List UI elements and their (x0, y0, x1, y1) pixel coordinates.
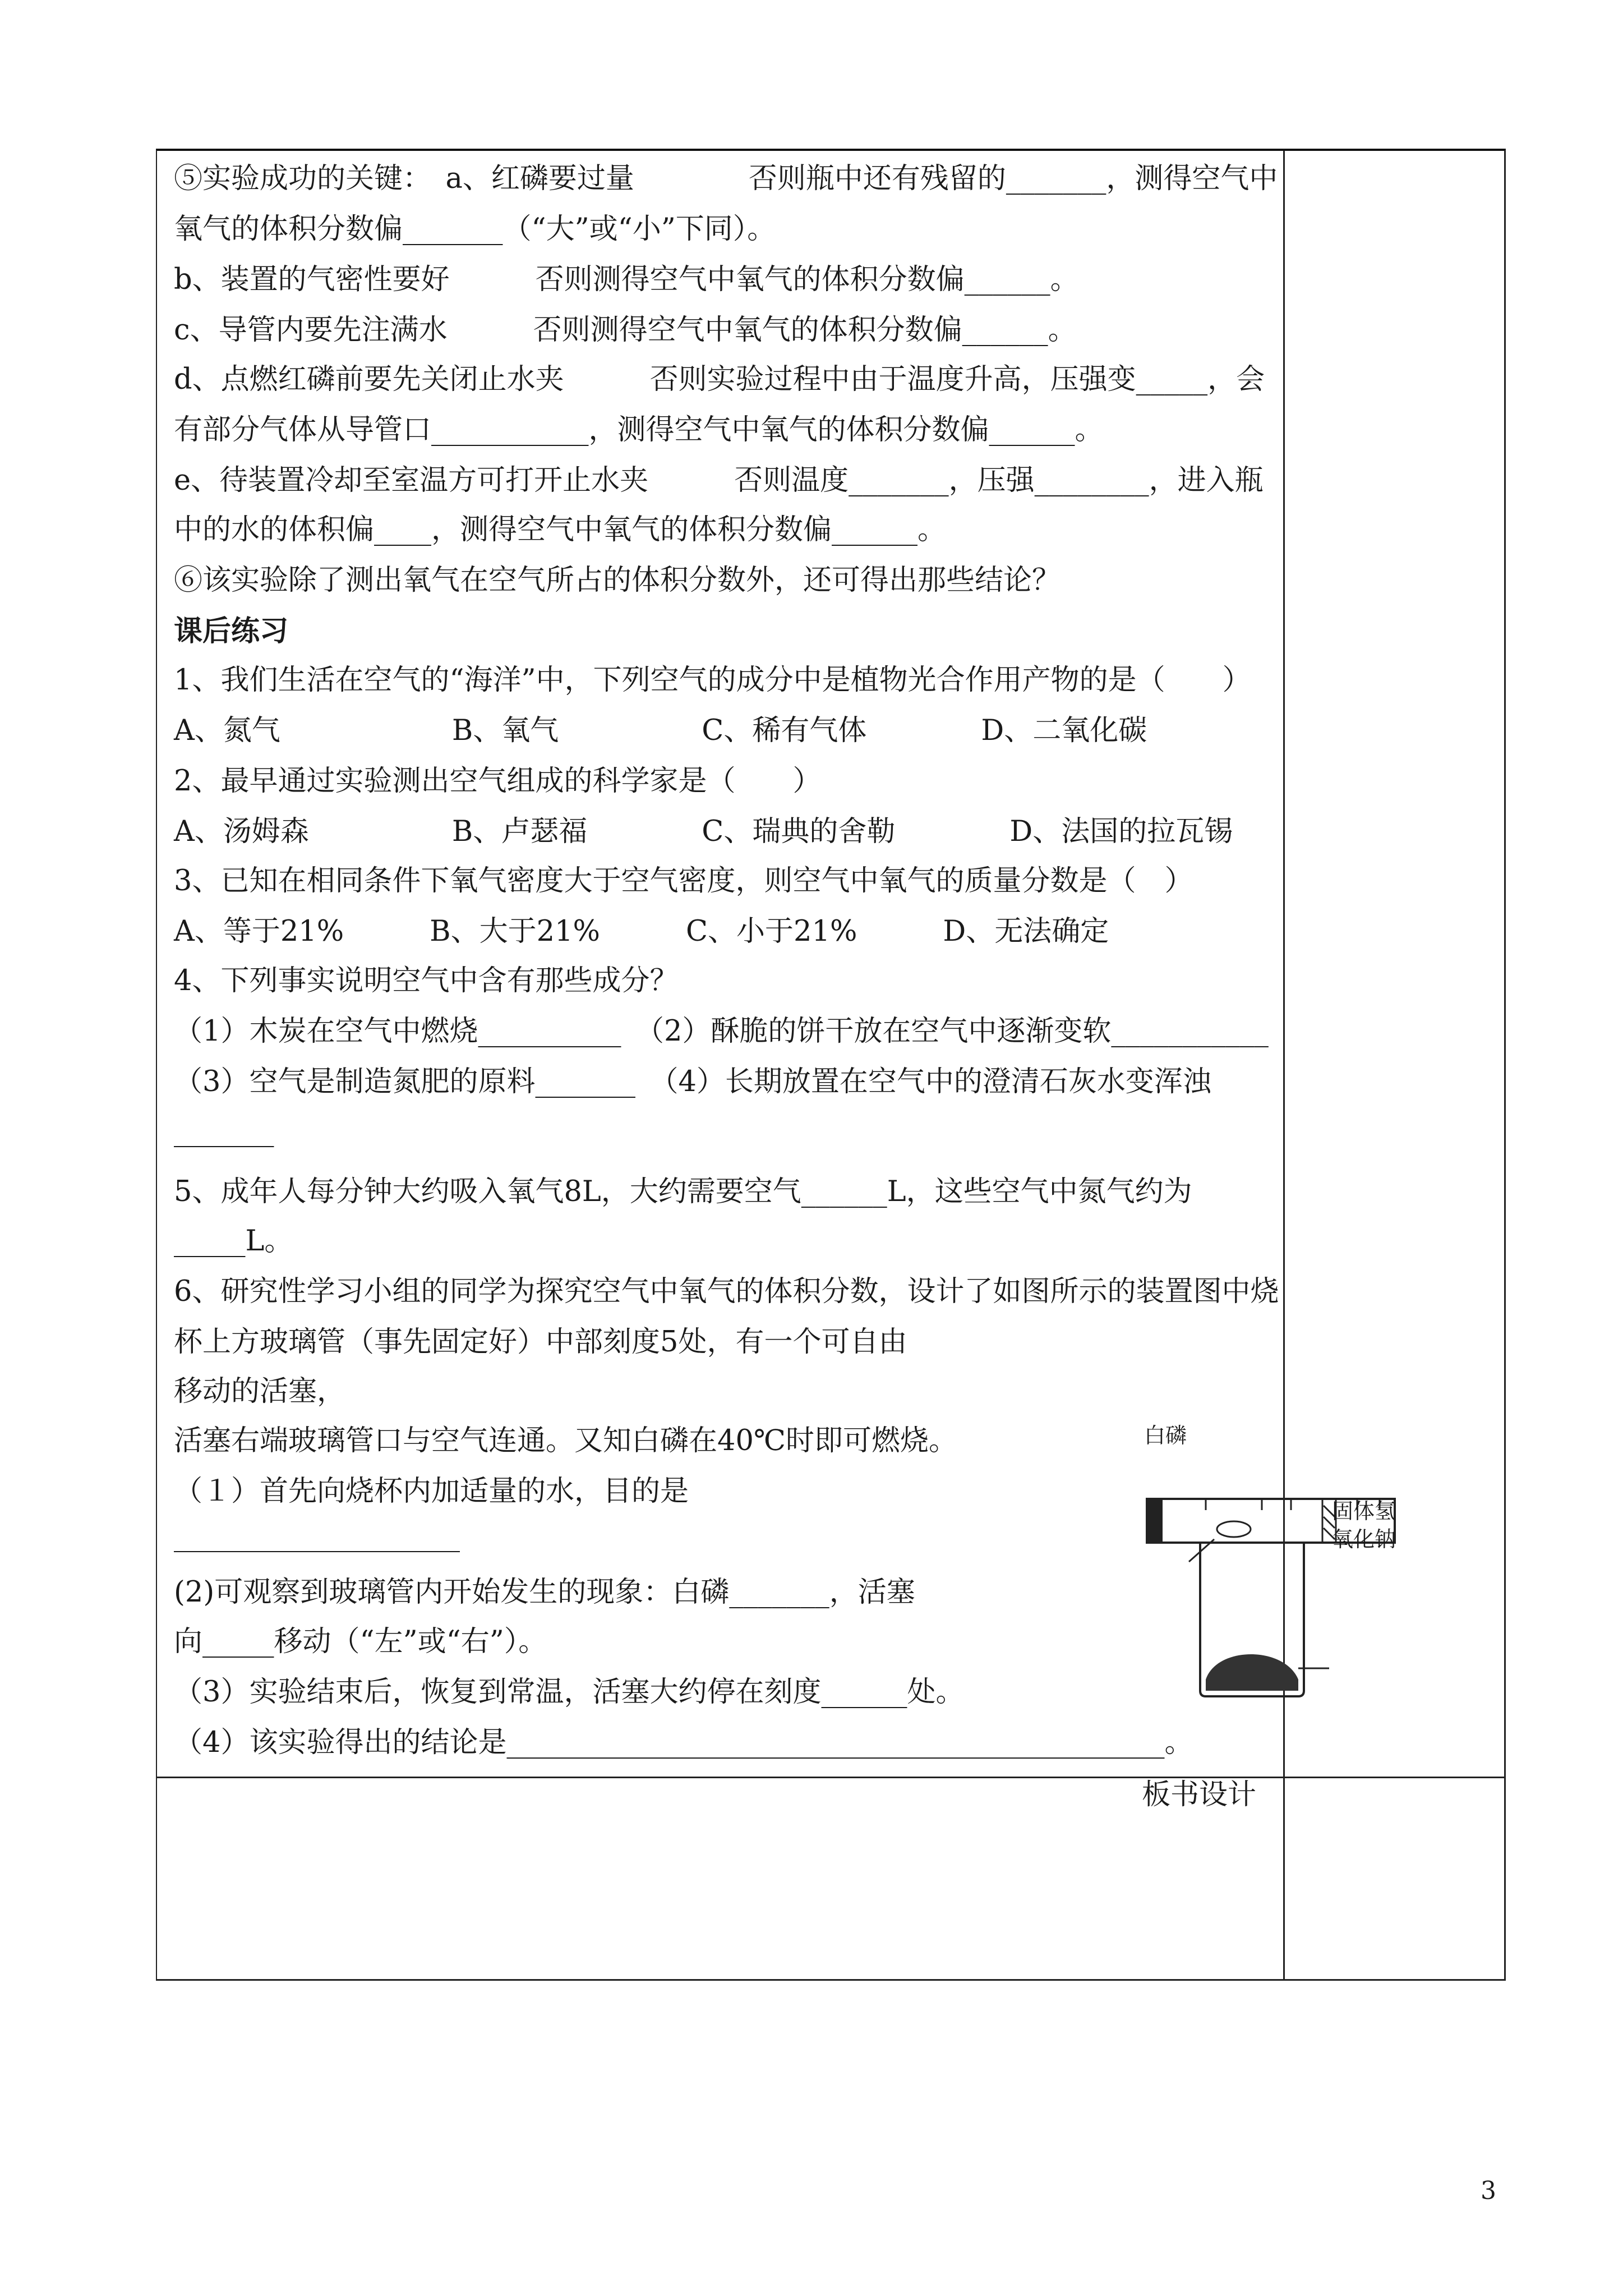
text-line: e、待装置冷却至室温方可打开止水夹 否则温度_______，压强________，进入瓶 (174, 464, 1264, 497)
question-4: 4、下列事实说明空气中含有那些成分？ (174, 964, 679, 997)
question-5-cont: _____L。 (174, 1225, 293, 1258)
text-line: 有部分气体从导管口___________，测得空气中氧气的体积分数偏______。 (174, 413, 1104, 447)
question-1-options: A、氮气 B、氧气 C、稀有气体 D、二氧化碳 (174, 714, 1147, 747)
text-line: c、导管内要先注满水 否则测得空气中氧气的体积分数偏______。 (174, 314, 1077, 347)
question-3: 3、已知在相同条件下氧气密度大于空气密度，则空气中氧气的质量分数是（ ） (174, 864, 1193, 898)
label-solid-2: 氧化钠 (1332, 1527, 1396, 1552)
question-1: 1、我们生活在空气的“海洋”中，下列空气的成分中是植物光合作用产物的是（ ） (174, 664, 1251, 697)
text-line: b、装置的气密性要好 否则测得空气中氧气的体积分数偏______。 (174, 263, 1079, 296)
question-2-options: A、汤姆森 B、卢瑟福 C、瑞典的舍勒 D、法国的拉瓦锡 (174, 815, 1233, 848)
page-number: 3 (1481, 2177, 1496, 2205)
text-line: 中的水的体积偏____，测得空气中氧气的体积分数偏______。 (174, 513, 947, 546)
question-6-part-2: (2)可观察到玻璃管内开始发生的现象：白磷_______，活塞 (174, 1576, 915, 1609)
section-title: 课后练习 (174, 614, 289, 648)
question-6-part-2-cont: 向_____移动（“左”或“右”）。 (174, 1625, 547, 1658)
question-5: 5、成年人每分钟大约吸入氧气8L，大约需要空气______L，这些空气中氮气约为 (174, 1175, 1192, 1208)
text-line: d、点燃红磷前要先关闭止水夹 否则实验过程中由于温度升高，压强变_____，会 (174, 363, 1265, 396)
question-4-part: （1）木炭在空气中燃烧__________ （2）酥脆的饼干放在空气中逐渐变软___________ (174, 1015, 1269, 1048)
label-white-phosphorus: 白磷 (1144, 1423, 1187, 1448)
label-solid-1: 固体氢 (1332, 1499, 1396, 1524)
question-4-part: （3）空气是制造氮肥的原料_______ （4）长期放置在空气中的澄清石灰水变浑浊 (174, 1065, 1211, 1098)
question-6-part-1: （１）首先向烧杯内加适量的水，目的是 (174, 1475, 689, 1508)
question-6-part-3: （3）实验结束后，恢复到常温，活塞大约停在刻度______处。 (174, 1676, 965, 1709)
text-line: 氧气的体积分数偏_______（“大”或“小”下同）。 (174, 213, 776, 246)
text-line: ⑤实验成功的关键： a、红磷要过量 否则瓶中还有残留的_______，测得空气中 (174, 162, 1278, 195)
question-6-part-4: （4）该实验得出的结论是______________________________________________。 (174, 1726, 1193, 1759)
question-6-cont: 杯上方玻璃管（事先固定好）中部刻度5处，有一个可自由 (174, 1326, 907, 1359)
question-6-cont: 活塞右端玻璃管口与空气连通。又知白磷在40℃时即可燃烧。 (174, 1424, 957, 1457)
answer-blank: ____________________ (174, 1520, 460, 1553)
text-line: ⑥该实验除了测出氧气在空气所占的体积分数外，还可得出那些结论？ (174, 564, 1061, 597)
answer-blank: _______ (174, 1115, 274, 1148)
question-2: 2、最早通过实验测出空气组成的科学家是（ ） (174, 765, 822, 798)
question-3-options: A、等于21% B、大于21% C、小于21% D、无法确定 (174, 915, 1109, 948)
row-divider (157, 1777, 1504, 1778)
blackboard-design-label: 板书设计 (1142, 1778, 1257, 1811)
question-6-cont: 移动的活塞， (174, 1375, 346, 1408)
question-6: 6、研究性学习小组的同学为探究空气中氧气的体积分数，设计了如图所示的装置图中烧 (174, 1275, 1279, 1308)
lesson-table (156, 149, 1506, 1981)
